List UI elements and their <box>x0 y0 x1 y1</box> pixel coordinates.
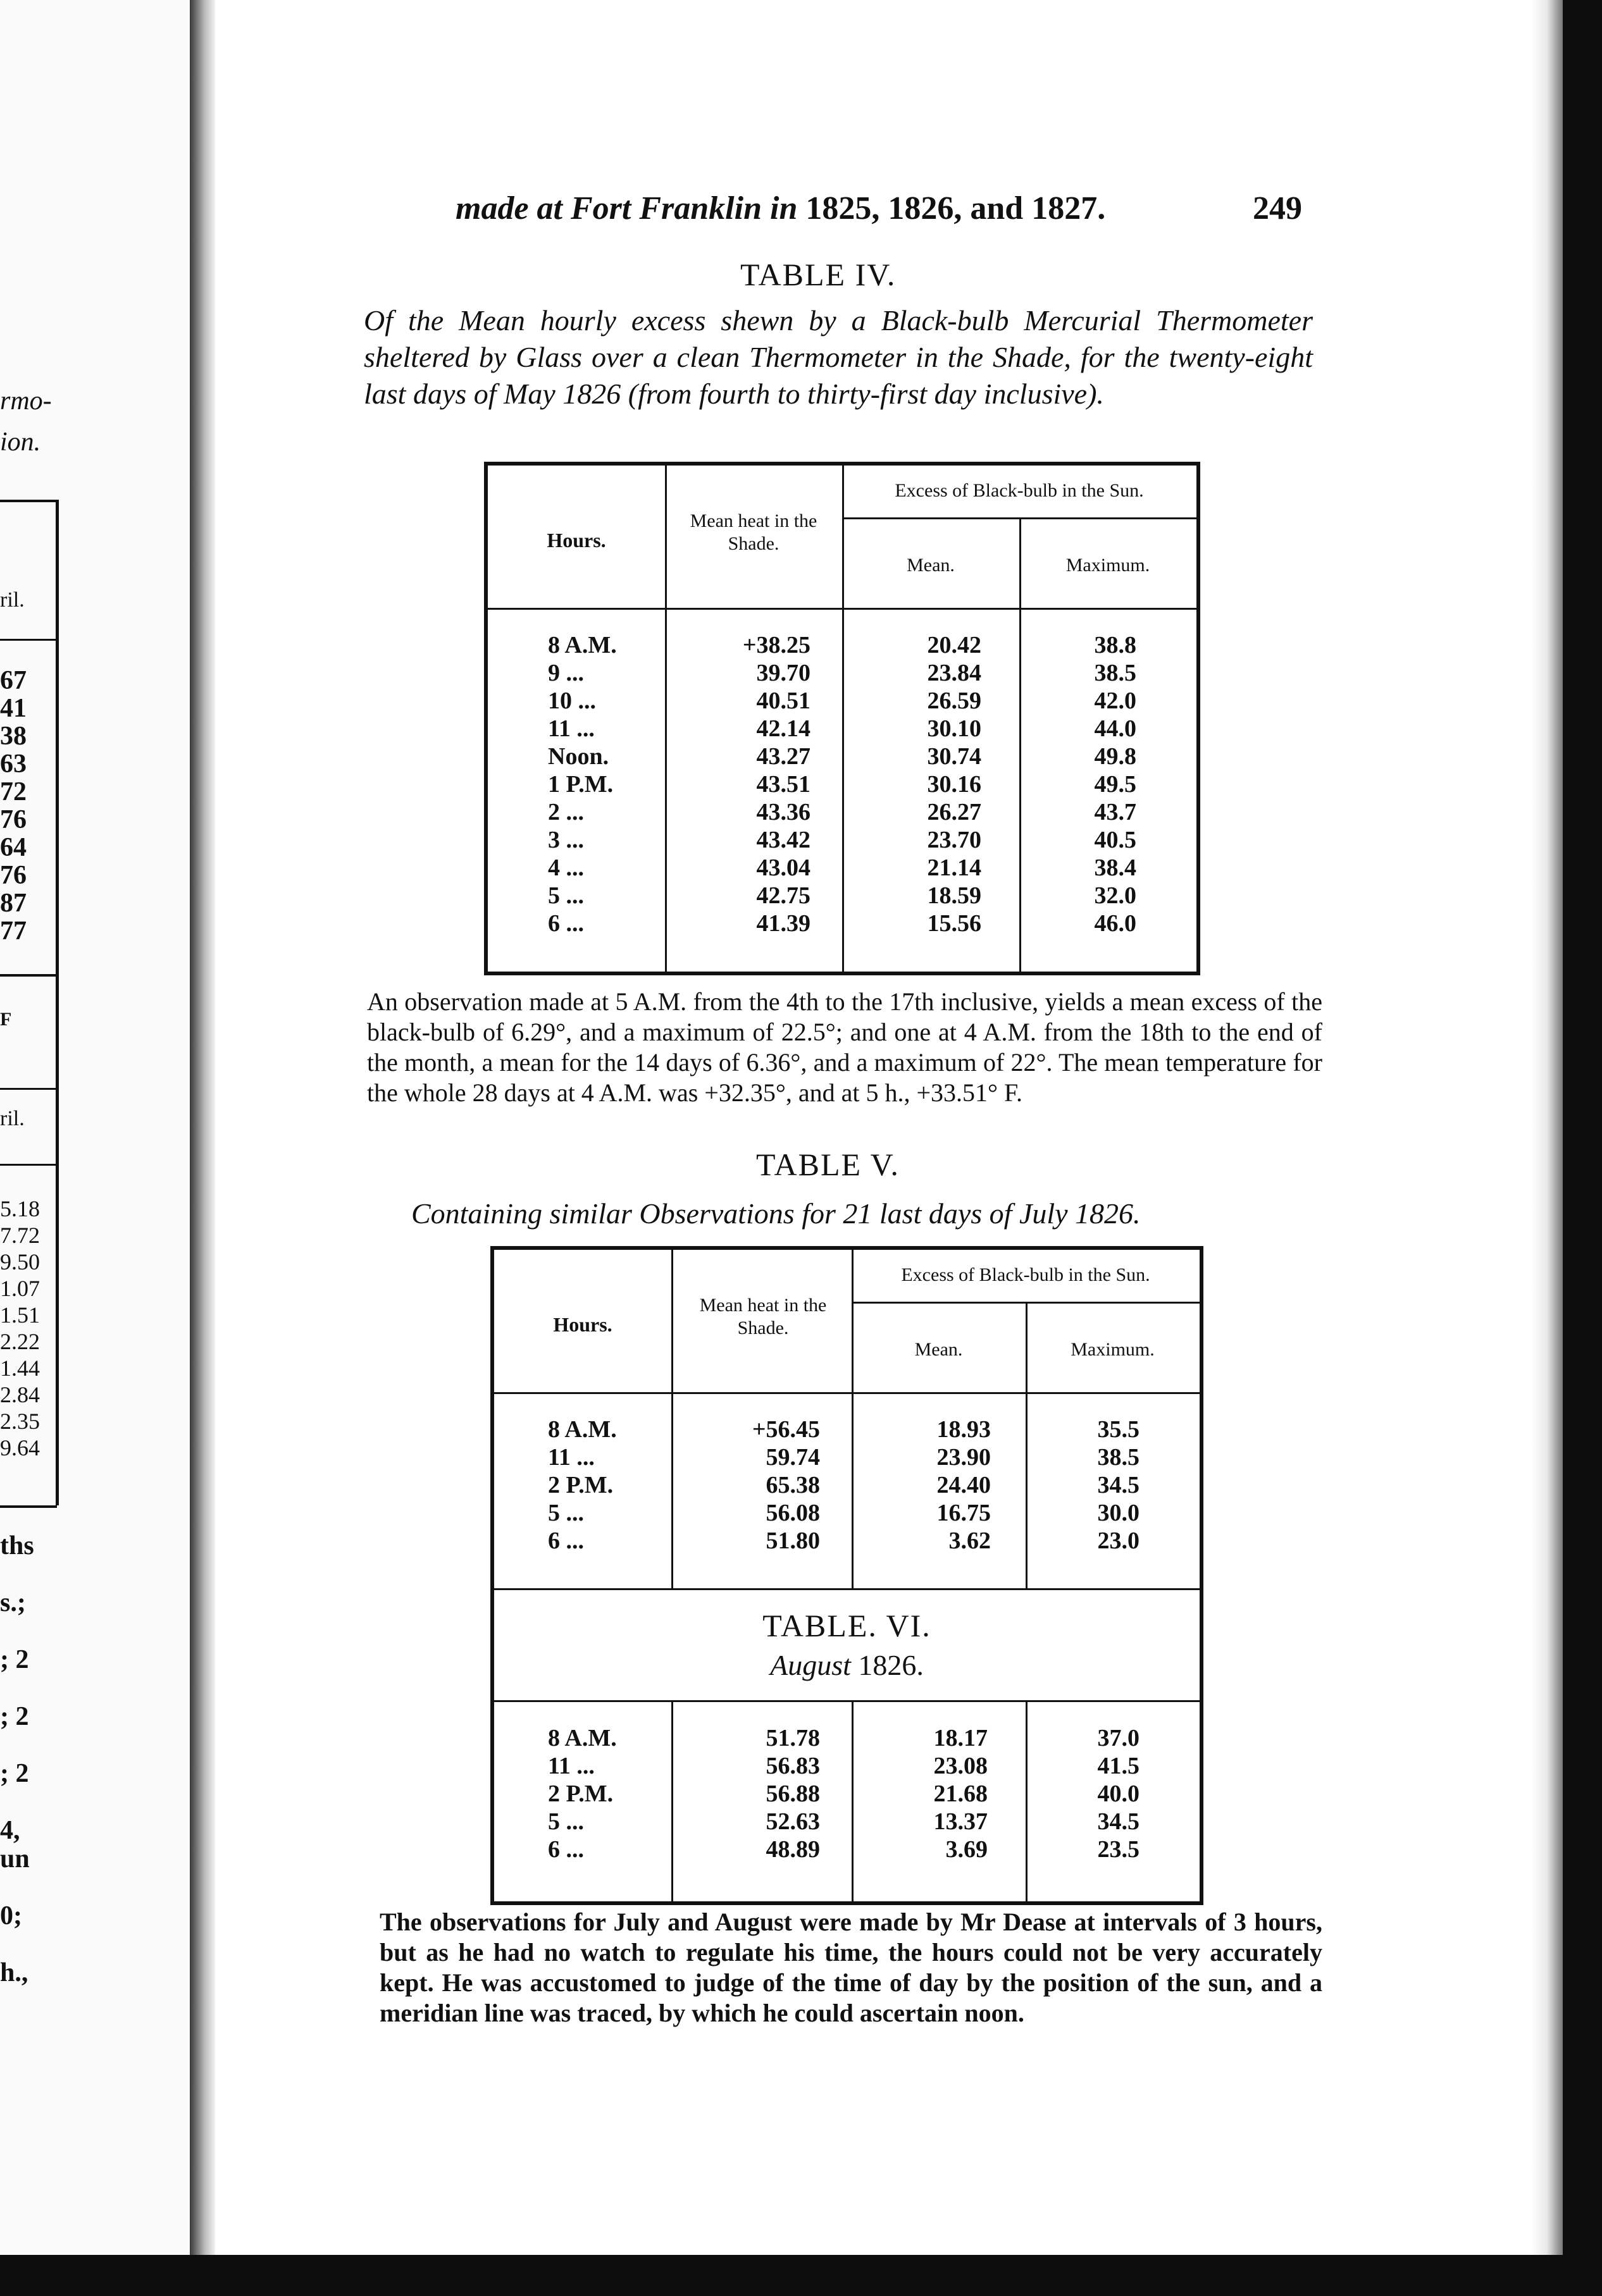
facing-page-fragment: 76 <box>0 805 27 834</box>
mean-heat-cell: +38.25 <box>742 632 810 658</box>
facing-page-fragment: 2.84 <box>0 1382 40 1407</box>
table-5-caption: Containing similar Observations for 21 last days of July 1826. <box>411 1197 1141 1230</box>
facing-page-fragment: 72 <box>0 777 27 806</box>
table-6-title: TABLE. VI. <box>762 1608 931 1643</box>
mean-excess-cell: 18.59 <box>927 882 981 909</box>
maximum-cell: 43.7 <box>1094 799 1136 825</box>
observation-paragraph: An observation made at 5 A.M. from the 4th to the 17th inclusive, yields a mean excess of the black-bulb of 6.29°, and a maximum of 22.5°; and one at 4 A.M. from the 18th to the end of the month, a mean for the 14 days of 6.36°, and a maximum of 22°. The mean temperature for the whole 28 days at 4 A.M. was +32.35°, and at 5 h., +33.51° F. <box>367 987 1322 1107</box>
maximum-cell: 34.5 <box>1097 1472 1139 1498</box>
maximum-cell: 37.0 <box>1097 1725 1139 1751</box>
maximum-cell: 38.4 <box>1094 855 1136 881</box>
mean-excess-cell: 13.37 <box>933 1808 988 1835</box>
table-6-subtitle <box>494 1648 1200 1682</box>
mean-excess-cell: 26.27 <box>927 799 981 825</box>
hours-cell: 11 ... <box>548 1444 595 1471</box>
table-4 <box>484 462 1200 975</box>
mean-heat-cell: 43.42 <box>756 827 810 853</box>
maximum-cell: 34.5 <box>1097 1808 1139 1835</box>
maximum-cell: 35.5 <box>1097 1416 1139 1443</box>
mean-heat-cell: 39.70 <box>756 660 810 686</box>
header-rule <box>488 608 1196 610</box>
mean-heat-cell: 43.27 <box>756 743 810 770</box>
section-rule <box>494 1700 1200 1702</box>
facing-page-fragment: 7.72 <box>0 1223 40 1248</box>
maximum-cell: 40.5 <box>1094 827 1136 853</box>
mean-excess-cell: 23.08 <box>933 1753 988 1779</box>
mean-excess-cell: 30.74 <box>927 743 981 770</box>
section-rule <box>494 1588 1200 1590</box>
facing-page-fragment: rmo- <box>0 386 52 416</box>
mean-excess-cell: 23.90 <box>936 1444 991 1471</box>
table-5-6 <box>490 1246 1203 1905</box>
mean-excess-cell: 26.59 <box>927 688 981 714</box>
maximum-cell: 44.0 <box>1094 715 1136 742</box>
mean-heat-cell: 51.80 <box>766 1528 820 1554</box>
facing-page-fragment: 41 <box>0 694 27 723</box>
hours-cell: 8 A.M. <box>548 632 617 658</box>
facing-page-rule <box>0 974 57 977</box>
mean-heat-cell: 56.08 <box>766 1500 820 1526</box>
facing-page-fragment: 77 <box>0 917 27 946</box>
hours-cell: 9 ... <box>548 660 584 686</box>
maximum-cell: 49.8 <box>1094 743 1136 770</box>
facing-page-rule <box>0 1088 57 1090</box>
book-gutter <box>190 0 215 2255</box>
scan-border-bottom <box>0 2255 1602 2296</box>
table-5-hours-header: Hours. <box>553 1313 612 1336</box>
hours-cell: 2 ... <box>548 799 584 825</box>
mean-excess-cell: 30.16 <box>927 771 981 798</box>
hours-cell: 5 ... <box>548 882 584 909</box>
mean-heat-cell: 56.83 <box>766 1753 820 1779</box>
table-5-title: TABLE V. <box>756 1147 900 1182</box>
facing-page-fragment: ril. <box>0 1107 25 1130</box>
table-row <box>488 770 1196 798</box>
table-row <box>494 1443 1200 1471</box>
facing-page-fragment: s.; <box>0 1588 26 1617</box>
hours-cell: 11 ... <box>548 1753 595 1779</box>
maximum-cell: 49.5 <box>1094 771 1136 798</box>
table-row <box>488 826 1196 854</box>
mean-excess-cell: 15.56 <box>927 910 981 937</box>
hours-cell: 5 ... <box>548 1500 584 1526</box>
facing-page-rule <box>0 1164 57 1166</box>
hours-cell: Noon. <box>548 743 609 770</box>
page-number: 249 <box>1253 190 1302 226</box>
table-row <box>494 1471 1200 1499</box>
table-row <box>494 1752 1200 1780</box>
table-5-excess-header: Excess of Black-bulb in the Sun. <box>901 1264 1150 1285</box>
mean-heat-cell: 43.04 <box>756 855 810 881</box>
table-4-excess-header: Excess of Black-bulb in the Sun. <box>895 480 1144 501</box>
facing-page-fragment: ion. <box>0 428 41 457</box>
facing-page-fragment: 38 <box>0 722 27 751</box>
hours-cell: 8 A.M. <box>548 1725 617 1751</box>
facing-page-fragment: un <box>0 1844 30 1873</box>
table-row <box>494 1499 1200 1527</box>
mean-excess-cell: 18.93 <box>936 1416 991 1443</box>
mean-heat-cell: 43.36 <box>756 799 810 825</box>
mean-heat-cell: 65.38 <box>766 1472 820 1498</box>
facing-page-fragment: ; 2 <box>0 1645 29 1674</box>
facing-page-fragment: 4, <box>0 1816 20 1845</box>
table-5-mean-heat-header: Mean heat in the Shade. <box>699 1295 827 1338</box>
facing-page-fragment: h., <box>0 1958 28 1987</box>
hours-cell: 4 ... <box>548 855 584 881</box>
facing-page-fragment: 1.44 <box>0 1355 40 1381</box>
scan-border-right <box>1563 0 1602 2296</box>
header-rule <box>842 517 1196 519</box>
table-row <box>494 1808 1200 1836</box>
facing-page-fragment: 5.18 <box>0 1196 40 1221</box>
facing-page-fragment: F <box>0 1009 12 1030</box>
maximum-cell: 38.8 <box>1094 632 1136 658</box>
maximum-cell: 38.5 <box>1094 660 1136 686</box>
mean-excess-cell: 3.62 <box>948 1528 991 1554</box>
table-4-mean-header: Mean. <box>907 555 955 576</box>
hours-cell: 11 ... <box>548 715 595 742</box>
maximum-cell: 23.5 <box>1097 1836 1139 1863</box>
table-row <box>494 1527 1200 1555</box>
mean-excess-cell: 20.42 <box>927 632 981 658</box>
closing-paragraph: The observations for July and August were made by Mr Dease at intervals of 3 hours, but as he had no watch to regulate his time, the hours could not be very accurately kept. He was accustomed to judge of the time of day by the position of the sun, and a meridian line was traced, by which he could ascertain noon. <box>380 1908 1322 2027</box>
facing-page <box>0 0 190 2255</box>
maximum-cell: 23.0 <box>1097 1528 1139 1554</box>
facing-page-fragment: 0; <box>0 1901 22 1930</box>
mean-heat-cell: 41.39 <box>756 910 810 937</box>
hours-cell: 3 ... <box>548 827 584 853</box>
table-5-maximum-header: Maximum. <box>1071 1339 1155 1360</box>
mean-heat-cell: 43.51 <box>756 771 810 798</box>
table-4-mean-heat-header: Mean heat in the Shade. <box>690 510 817 554</box>
facing-page-fragment: ; 2 <box>0 1759 29 1788</box>
table-row <box>494 1780 1200 1808</box>
running-header <box>456 190 1105 227</box>
running-title-years: 1825, 1826, and 1827. <box>805 190 1106 226</box>
maximum-cell: 32.0 <box>1094 882 1136 909</box>
facing-page-fragment: 2.35 <box>0 1409 40 1434</box>
mean-heat-cell: 52.63 <box>766 1808 820 1835</box>
facing-page-fragment: 9.64 <box>0 1435 40 1460</box>
table-row <box>488 798 1196 826</box>
table-4-caption: Of the Mean hourly excess shewn by a Black-bulb Mercurial Thermometer sheltered by Glass over a clean Thermometer in the Shade, for the twenty-eight last days of May 1826 (from fourth to thirty-first day inclusive). <box>364 304 1313 410</box>
mean-excess-cell: 30.10 <box>927 715 981 742</box>
table-row <box>488 743 1196 770</box>
facing-page-fragment: ril. <box>0 588 25 612</box>
page-edge-shadow <box>1531 0 1563 2255</box>
header-rule <box>494 1392 1200 1394</box>
facing-page-fragment: ; 2 <box>0 1702 29 1731</box>
table-row <box>494 1416 1200 1443</box>
table-4-hours-header: Hours. <box>547 529 606 552</box>
maximum-cell: 42.0 <box>1094 688 1136 714</box>
mean-excess-cell: 21.14 <box>927 855 981 881</box>
table-4-maximum-header: Maximum. <box>1065 555 1150 576</box>
hours-cell: 5 ... <box>548 1808 584 1835</box>
hours-cell: 6 ... <box>548 1836 584 1863</box>
facing-page-fragment: 1.51 <box>0 1302 40 1328</box>
mean-heat-cell: 42.14 <box>756 715 810 742</box>
mean-heat-cell: 56.88 <box>766 1781 820 1807</box>
table-row <box>488 687 1196 715</box>
mean-excess-cell: 16.75 <box>936 1500 991 1526</box>
facing-page-rule <box>0 639 57 641</box>
table-row <box>488 659 1196 687</box>
table-6-year: 1826. <box>858 1649 924 1681</box>
mean-excess-cell: 23.70 <box>927 827 981 853</box>
hours-cell: 6 ... <box>548 1528 584 1554</box>
facing-page-fragment: 1.07 <box>0 1276 40 1301</box>
mean-heat-cell: 40.51 <box>756 688 810 714</box>
mean-heat-cell: +56.45 <box>752 1416 820 1443</box>
mean-excess-cell: 24.40 <box>936 1472 991 1498</box>
hours-cell: 1 P.M. <box>548 771 614 798</box>
facing-page-rule <box>0 1505 57 1508</box>
maximum-cell: 38.5 <box>1097 1444 1139 1471</box>
hours-cell: 2 P.M. <box>548 1781 614 1807</box>
facing-page-rule <box>56 500 59 1505</box>
facing-page-fragment: 67 <box>0 666 27 695</box>
facing-page-fragment: 9.50 <box>0 1249 40 1275</box>
facing-page-fragment: 87 <box>0 889 27 918</box>
maximum-cell: 41.5 <box>1097 1753 1139 1779</box>
hours-cell: 6 ... <box>548 910 584 937</box>
maximum-cell: 40.0 <box>1097 1781 1139 1807</box>
hours-cell: 8 A.M. <box>548 1416 617 1443</box>
mean-heat-cell: 59.74 <box>766 1444 820 1471</box>
table-row <box>488 631 1196 659</box>
mean-excess-cell: 18.17 <box>933 1725 988 1751</box>
header-rule <box>852 1302 1200 1304</box>
table-row <box>488 910 1196 937</box>
facing-page-fragment: 64 <box>0 833 27 862</box>
table-row <box>488 854 1196 882</box>
facing-page-fragment: 76 <box>0 861 27 890</box>
table-row <box>488 882 1196 910</box>
table-row <box>494 1724 1200 1752</box>
table-row <box>488 715 1196 743</box>
running-title: made at Fort Franklin in <box>456 190 798 226</box>
mean-heat-cell: 42.75 <box>756 882 810 909</box>
table-5-mean-header: Mean. <box>914 1339 963 1360</box>
facing-page-rule <box>0 500 57 502</box>
mean-heat-cell: 48.89 <box>766 1836 820 1863</box>
facing-page-fragment: 2.22 <box>0 1329 40 1354</box>
maximum-cell: 30.0 <box>1097 1500 1139 1526</box>
table-row <box>494 1836 1200 1863</box>
mean-excess-cell: 3.69 <box>945 1836 988 1863</box>
maximum-cell: 46.0 <box>1094 910 1136 937</box>
mean-heat-cell: 51.78 <box>766 1725 820 1751</box>
table-4-title: TABLE IV. <box>740 257 897 292</box>
hours-cell: 10 ... <box>548 688 596 714</box>
facing-page-fragment: 63 <box>0 750 27 779</box>
facing-page-fragment: ths <box>0 1531 34 1560</box>
table-6-month: August <box>770 1649 851 1681</box>
mean-excess-cell: 21.68 <box>933 1781 988 1807</box>
mean-excess-cell: 23.84 <box>927 660 981 686</box>
hours-cell: 2 P.M. <box>548 1472 614 1498</box>
